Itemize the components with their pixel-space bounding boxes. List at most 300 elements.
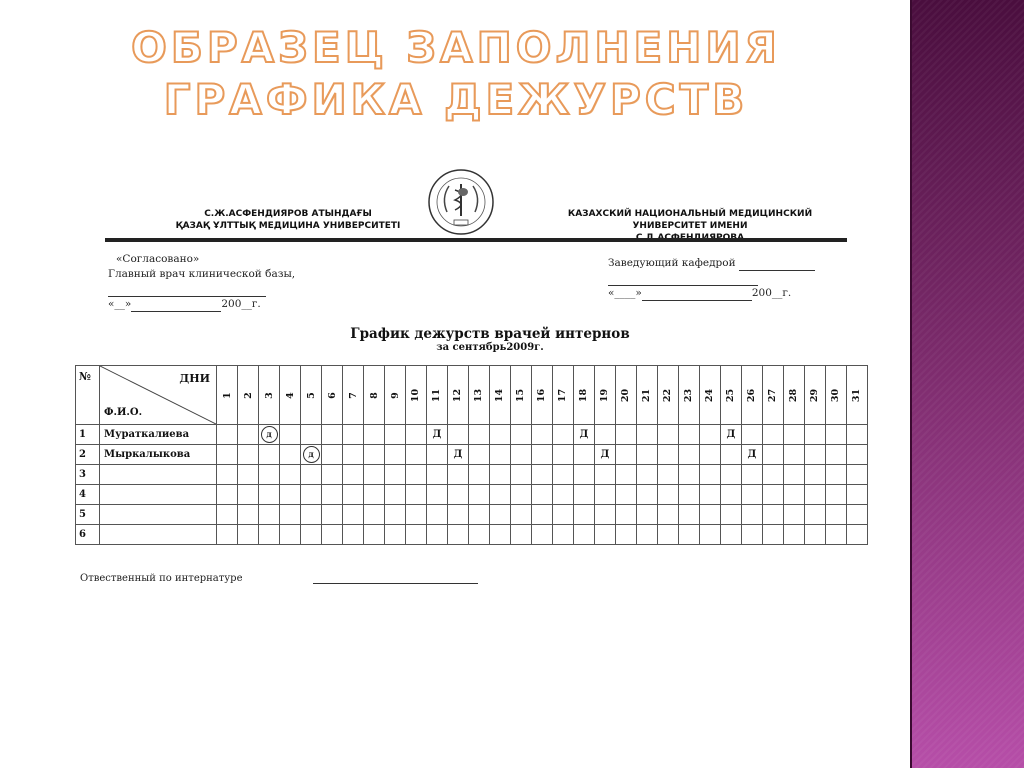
approval-signature-line <box>108 285 266 297</box>
schedule-cell <box>322 505 343 525</box>
schedule-cell <box>553 445 574 465</box>
schedule-cell <box>259 505 280 525</box>
schedule-cell <box>679 445 700 465</box>
day-header-label: 28 <box>788 388 800 402</box>
schedule-cell <box>217 485 238 505</box>
header-rule <box>105 238 847 242</box>
schedule-cell <box>259 465 280 485</box>
duty-mark: Д <box>726 429 736 440</box>
schedule-cell <box>637 505 658 525</box>
schedule-cell <box>385 485 406 505</box>
schedule-cell <box>490 465 511 485</box>
schedule-cell <box>490 425 511 445</box>
day-header-label: 9 <box>389 391 401 399</box>
duty-mark-circled: д <box>303 446 320 463</box>
schedule-cell <box>490 485 511 505</box>
schedule-cell <box>826 525 847 545</box>
schedule-cell <box>847 525 868 545</box>
schedule-cell <box>469 465 490 485</box>
schedule-cell <box>280 465 301 485</box>
schedule-cell <box>511 425 532 445</box>
schedule-cell <box>553 505 574 525</box>
schedule-cell <box>364 425 385 445</box>
schedule-cell <box>805 465 826 485</box>
schedule-cell <box>343 425 364 445</box>
schedule-cell <box>280 425 301 445</box>
department-head-signature-line <box>739 259 815 271</box>
schedule-cell <box>448 485 469 505</box>
schedule-cell <box>700 425 721 445</box>
day-header-label: 26 <box>746 388 758 402</box>
row-name <box>100 465 217 485</box>
schedule-cell <box>742 425 763 445</box>
schedule-cell <box>385 465 406 485</box>
schedule-cell <box>553 525 574 545</box>
schedule-cell <box>406 465 427 485</box>
day-header-label: 2 <box>242 391 254 399</box>
department-head-name-line <box>608 274 758 286</box>
schedule-cell <box>721 425 742 445</box>
schedule-cell <box>343 525 364 545</box>
day-header-label: 25 <box>725 388 737 402</box>
schedule-cell <box>679 525 700 545</box>
row-name <box>100 485 217 505</box>
schedule-cell <box>763 525 784 545</box>
day-header-label: 22 <box>662 388 674 402</box>
schedule-cell <box>406 425 427 445</box>
duty-mark: Д <box>432 429 442 440</box>
schedule-cell <box>322 485 343 505</box>
schedule-cell <box>238 425 259 445</box>
day-header-28 <box>784 366 805 425</box>
schedule-cell <box>847 445 868 465</box>
duty-mark: Д <box>747 449 757 460</box>
schedule-cell <box>805 485 826 505</box>
schedule-cell <box>301 505 322 525</box>
schedule-cell <box>448 465 469 485</box>
schedule-cell <box>280 445 301 465</box>
row-number: 2 <box>76 445 100 465</box>
day-header-10 <box>406 366 427 425</box>
schedule-cell <box>574 445 595 465</box>
table-row <box>76 505 868 525</box>
header-days-label: ДНИ <box>179 372 210 385</box>
day-header-24 <box>700 366 721 425</box>
schedule-cell <box>427 505 448 525</box>
schedule-cell <box>427 445 448 465</box>
schedule-cell <box>595 525 616 545</box>
day-header-15 <box>511 366 532 425</box>
approval-label: «Согласовано» <box>116 253 200 265</box>
schedule-cell <box>763 485 784 505</box>
day-header-14 <box>490 366 511 425</box>
day-header-label: 7 <box>347 391 359 399</box>
schedule-cell <box>343 445 364 465</box>
schedule-cell <box>238 465 259 485</box>
schedule-cell <box>805 445 826 465</box>
schedule-cell <box>784 465 805 485</box>
schedule-cell <box>301 465 322 485</box>
department-head-date-line <box>642 289 752 301</box>
header-kazakh-line-2: ҚАЗАҚ ҰЛТТЫҚ МЕДИЦИНА УНИВЕРСИТЕТІ <box>175 221 401 231</box>
schedule-cell <box>259 445 280 465</box>
schedule-cell <box>217 525 238 545</box>
schedule-cell <box>511 505 532 525</box>
schedule-cell <box>280 505 301 525</box>
day-header-label: 21 <box>641 388 653 402</box>
approval-role: Главный врач клинической базы, <box>108 268 296 280</box>
day-header-label: 16 <box>536 388 548 402</box>
schedule-cell <box>490 525 511 545</box>
schedule-cell <box>217 505 238 525</box>
day-header-25 <box>721 366 742 425</box>
day-header-13 <box>469 366 490 425</box>
schedule-cell <box>637 525 658 545</box>
day-header-label: 18 <box>578 388 590 402</box>
row-number: 6 <box>76 525 100 545</box>
schedule-cell <box>637 465 658 485</box>
day-header-label: 19 <box>599 388 611 402</box>
schedule-cell <box>406 485 427 505</box>
day-header-label: 8 <box>368 391 380 399</box>
schedule-cell <box>259 525 280 545</box>
duty-mark: Д <box>579 429 589 440</box>
schedule-cell <box>364 465 385 485</box>
schedule-cell <box>637 445 658 465</box>
schedule-cell <box>721 485 742 505</box>
schedule-cell <box>238 525 259 545</box>
schedule-cell <box>574 505 595 525</box>
schedule-cell <box>763 425 784 445</box>
schedule-cell <box>595 425 616 445</box>
row-number: 1 <box>76 425 100 445</box>
schedule-cell <box>490 445 511 465</box>
schedule-cell <box>427 485 448 505</box>
approval-date-line <box>131 300 221 312</box>
schedule-cell <box>406 505 427 525</box>
schedule-cell <box>742 505 763 525</box>
day-header-label: 20 <box>620 388 632 402</box>
day-header-label: 10 <box>410 388 422 402</box>
schedule-cell <box>511 445 532 465</box>
duty-mark: Д <box>600 449 610 460</box>
day-header-label: 29 <box>809 388 821 402</box>
header-russian-line-1: КАЗАХСКИЙ НАЦИОНАЛЬНЫЙ МЕДИЦИНСКИЙ УНИВЕРСИТЕТ ИМЕНИ <box>567 209 813 231</box>
schedule-cell <box>553 425 574 445</box>
schedule-cell <box>217 445 238 465</box>
schedule-cell <box>721 445 742 465</box>
responsible-signature-line <box>313 572 478 584</box>
schedule-cell <box>448 425 469 445</box>
schedule-cell <box>322 465 343 485</box>
day-header-11 <box>427 366 448 425</box>
day-header-2 <box>238 366 259 425</box>
table-row <box>76 525 868 545</box>
schedule-cell <box>553 465 574 485</box>
schedule-cell <box>700 465 721 485</box>
schedule-cell <box>847 485 868 505</box>
schedule-cell <box>343 485 364 505</box>
responsible-label: Отвественный по интернатуре <box>80 573 243 584</box>
schedule-cell <box>637 425 658 445</box>
approval-date-prefix: «__» <box>108 298 132 310</box>
schedule-cell <box>469 525 490 545</box>
schedule-cell <box>721 505 742 525</box>
schedule-cell <box>469 485 490 505</box>
department-head-block <box>608 256 815 301</box>
schedule-cell <box>385 505 406 525</box>
decorative-side-band <box>912 0 1024 768</box>
schedule-cell <box>532 525 553 545</box>
schedule-cell <box>658 465 679 485</box>
day-header-22 <box>658 366 679 425</box>
table-row <box>76 445 868 465</box>
day-header-17 <box>553 366 574 425</box>
day-header-7 <box>343 366 364 425</box>
university-emblem-icon <box>427 168 495 236</box>
day-header-29 <box>805 366 826 425</box>
schedule-cell <box>700 525 721 545</box>
schedule-cell <box>490 505 511 525</box>
day-header-label: 17 <box>557 388 569 402</box>
row-name: Мыркалыкова <box>100 445 217 465</box>
day-header-20 <box>616 366 637 425</box>
schedule-cell <box>574 425 595 445</box>
schedule-cell <box>847 505 868 525</box>
schedule-cell <box>343 505 364 525</box>
table-row <box>76 425 868 445</box>
schedule-cell <box>511 485 532 505</box>
day-header-30 <box>826 366 847 425</box>
schedule-cell <box>784 485 805 505</box>
schedule-cell <box>280 525 301 545</box>
schedule-cell <box>511 465 532 485</box>
day-header-label: 6 <box>326 391 338 399</box>
day-header-label: 13 <box>473 388 485 402</box>
schedule-cell <box>238 445 259 465</box>
schedule-cell <box>595 445 616 465</box>
schedule-cell <box>448 525 469 545</box>
schedule-cell <box>574 525 595 545</box>
schedule-cell <box>574 465 595 485</box>
department-head-date-year: 200__г. <box>751 287 792 299</box>
day-header-8 <box>364 366 385 425</box>
schedule-cell <box>427 525 448 545</box>
header-number-label: № <box>79 370 91 383</box>
schedule-cell <box>742 445 763 465</box>
day-header-label: 15 <box>515 388 527 402</box>
scanned-document <box>70 150 870 600</box>
schedule-cell <box>637 485 658 505</box>
schedule-cell <box>700 445 721 465</box>
day-header-4 <box>280 366 301 425</box>
schedule-cell <box>700 505 721 525</box>
day-header-3 <box>259 366 280 425</box>
day-header-label: 12 <box>452 388 464 402</box>
day-header-23 <box>679 366 700 425</box>
department-head-date-prefix: «____» <box>608 287 642 299</box>
day-header-label: 3 <box>263 391 275 399</box>
header-russian-line-2: С.Д.АСФЕНДИЯРОВА <box>635 233 745 243</box>
day-header-label: 5 <box>305 391 317 399</box>
schedule-cell <box>427 465 448 485</box>
day-header-16 <box>532 366 553 425</box>
schedule-cell <box>343 465 364 485</box>
schedule-cell <box>301 525 322 545</box>
row-name <box>100 505 217 525</box>
schedule-cell <box>595 465 616 485</box>
schedule-cell <box>826 445 847 465</box>
day-header-27 <box>763 366 784 425</box>
day-header-label: 11 <box>431 388 443 402</box>
day-header-12 <box>448 366 469 425</box>
schedule-cell <box>784 525 805 545</box>
schedule-cell <box>805 425 826 445</box>
schedule-cell <box>826 425 847 445</box>
schedule-cell <box>259 425 280 445</box>
slide-title-line-2: ГРАФИКА ДЕЖУРСТВ <box>163 75 749 124</box>
schedule-cell <box>301 425 322 445</box>
department-head-role: Заведующий кафедрой <box>608 257 736 269</box>
schedule-cell <box>658 485 679 505</box>
schedule-cell <box>679 465 700 485</box>
day-header-label: 30 <box>830 388 842 402</box>
day-header-6 <box>322 366 343 425</box>
schedule-cell <box>448 445 469 465</box>
schedule-cell <box>784 505 805 525</box>
schedule-cell <box>721 465 742 485</box>
day-header-31 <box>847 366 868 425</box>
duty-mark: Д <box>453 449 463 460</box>
schedule-cell <box>553 485 574 505</box>
day-header-19 <box>595 366 616 425</box>
schedule-cell <box>217 465 238 485</box>
schedule-cell <box>805 505 826 525</box>
row-number: 3 <box>76 465 100 485</box>
schedule-cell <box>616 445 637 465</box>
schedule-cell <box>322 525 343 545</box>
schedule-cell <box>322 425 343 445</box>
responsible-block <box>80 572 478 584</box>
schedule-cell <box>763 465 784 485</box>
schedule-cell <box>385 525 406 545</box>
schedule-cell <box>784 425 805 445</box>
schedule-cell <box>385 425 406 445</box>
schedule-cell <box>406 445 427 465</box>
schedule-cell <box>364 525 385 545</box>
schedule-cell <box>280 485 301 505</box>
duty-mark-circled: д <box>261 426 278 443</box>
day-header-label: 14 <box>494 388 506 402</box>
schedule-cell <box>532 485 553 505</box>
duty-schedule-table <box>75 365 868 545</box>
schedule-cell <box>679 425 700 445</box>
schedule-cell <box>595 505 616 525</box>
day-header-5 <box>301 366 322 425</box>
schedule-cell <box>238 505 259 525</box>
day-header-26 <box>742 366 763 425</box>
schedule-cell <box>364 505 385 525</box>
day-header-label: 27 <box>767 388 779 402</box>
day-header-1 <box>217 366 238 425</box>
header-name-label: Ф.И.О. <box>104 407 143 418</box>
schedule-cell <box>385 445 406 465</box>
schedule-cell <box>679 505 700 525</box>
schedule-cell <box>238 485 259 505</box>
schedule-cell <box>616 425 637 445</box>
header-kazakh <box>158 208 418 232</box>
row-name: Мураткалиева <box>100 425 217 445</box>
schedule-cell <box>322 445 343 465</box>
row-number: 5 <box>76 505 100 525</box>
schedule-cell <box>301 485 322 505</box>
day-header-label: 4 <box>284 391 296 399</box>
schedule-cell <box>469 445 490 465</box>
row-number: 4 <box>76 485 100 505</box>
schedule-cell <box>427 425 448 445</box>
schedule-cell <box>658 445 679 465</box>
schedule-cell <box>301 445 322 465</box>
schedule-cell <box>364 485 385 505</box>
schedule-cell <box>364 445 385 465</box>
header-number-cell <box>76 366 100 425</box>
day-header-label: 1 <box>221 391 233 399</box>
header-name-days-cell <box>100 366 217 425</box>
schedule-cell <box>217 425 238 445</box>
schedule-cell <box>658 505 679 525</box>
schedule-cell <box>469 425 490 445</box>
slide-title <box>0 22 912 126</box>
schedule-cell <box>763 505 784 525</box>
schedule-cell <box>532 425 553 445</box>
day-header-label: 31 <box>851 388 863 402</box>
schedule-cell <box>532 465 553 485</box>
schedule-cell <box>658 425 679 445</box>
schedule-cell <box>616 525 637 545</box>
schedule-cell <box>763 445 784 465</box>
schedule-cell <box>700 485 721 505</box>
approval-date-year: 200__г. <box>221 298 261 310</box>
schedule-cell <box>847 425 868 445</box>
schedule-cell <box>259 485 280 505</box>
schedule-cell <box>742 465 763 485</box>
slide-title-line-1: ОБРАЗЕЦ ЗАПОЛНЕНИЯ <box>131 23 781 72</box>
schedule-cell <box>784 445 805 465</box>
header-kazakh-line-1: С.Ж.АСФЕНДИЯРОВ АТЫНДАҒЫ <box>204 209 372 219</box>
schedule-cell <box>616 465 637 485</box>
approval-block <box>108 252 295 312</box>
schedule-cell <box>616 485 637 505</box>
schedule-cell <box>406 525 427 545</box>
schedule-cell <box>742 525 763 545</box>
schedule-cell <box>679 485 700 505</box>
schedule-cell <box>532 445 553 465</box>
table-header-row <box>76 366 868 425</box>
schedule-cell <box>826 465 847 485</box>
schedule-cell <box>448 505 469 525</box>
schedule-title: График дежурств врачей интернов <box>350 326 630 342</box>
schedule-cell <box>805 525 826 545</box>
row-name <box>100 525 217 545</box>
schedule-cell <box>826 485 847 505</box>
schedule-cell <box>826 505 847 525</box>
schedule-cell <box>574 485 595 505</box>
day-header-label: 23 <box>683 388 695 402</box>
day-header-9 <box>385 366 406 425</box>
schedule-cell <box>847 465 868 485</box>
day-header-21 <box>637 366 658 425</box>
schedule-cell <box>721 525 742 545</box>
